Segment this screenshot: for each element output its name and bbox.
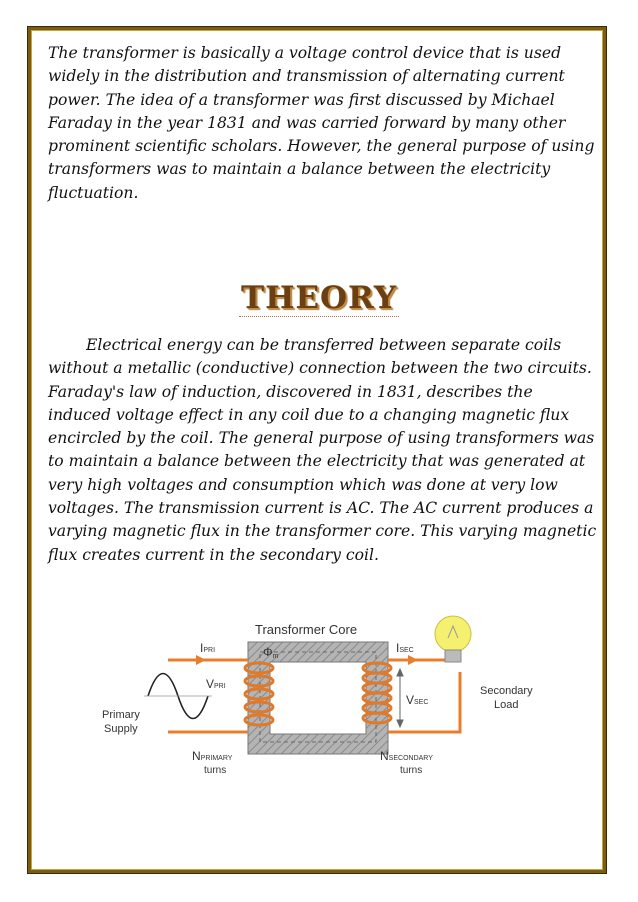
light-bulb-icon [435,616,471,662]
i-sec-label [396,641,414,655]
n-primary-label [192,749,233,763]
n-primary: N [192,749,201,763]
theory-paragraph-text: Electrical energy can be transferred between separate coils without a metallic (conductive) connection between the two circuits. Faraday's law of induction, discovered in 1831, describes the induced voltage effect in any coil due to a changing magnetic flux encircled by the coil. The general purpose of using transformers was to maintain a balance between the electricity that was generated at very high voltages and consumption which was done at very low voltages. The transmission current is AC. The AC current produces a varying magnetic flux in the transformer core. This varying magnetic flux creates current in the secondary coil. [48,336,597,564]
theory-paragraph [48,334,600,567]
i-pri-label [200,641,215,655]
primary-supply-label-2: Supply [104,723,138,735]
i-pri-sub: PRI [203,647,216,654]
n-primary-sub: PRIMARY [200,755,233,762]
v-pri: V [206,677,215,691]
section-title [0,280,638,316]
i-pri: I [200,641,204,655]
vsec-arrow [397,669,403,727]
n-primary-turns: turns [204,765,227,776]
secondary-load-label-2: Load [494,699,519,711]
v-sec-label [406,693,428,707]
n-secondary-label [380,749,433,763]
secondary-load-label-1: Secondary [480,685,533,697]
primary-supply-label-1: Primary [102,709,140,721]
i-sec: I [396,641,400,655]
v-sec: V [406,693,415,707]
n-secondary-sub: SECONDARY [388,755,433,762]
primary-current-arrow [196,655,206,665]
flux-sub: m [272,653,279,660]
transformer-diagram [100,612,550,792]
n-secondary: N [380,749,389,763]
v-sec-sub: SEC [414,699,429,706]
v-pri-sub: PRI [214,683,226,690]
secondary-coil [363,663,391,723]
n-secondary-turns: turns [400,765,423,776]
secondary-current-arrow [408,655,418,665]
core-label: Transformer Core [255,622,358,637]
i-sec-sub: SEC [399,647,414,654]
intro-paragraph: The transformer is basically a voltage control device that is used widely in the distribution and transmission of alternating current power. The idea of a transformer was first discussed by Michael Faraday in the year 1831 and was carried forward by many other prominent scientific scholars. However, the general purpose of using transformers was to maintain a balance between the electricity fluctuation. [48,44,595,202]
v-pri-label [206,677,226,691]
flux-symbol: Φ [263,645,273,659]
section-title-text: THEORY [241,280,397,316]
